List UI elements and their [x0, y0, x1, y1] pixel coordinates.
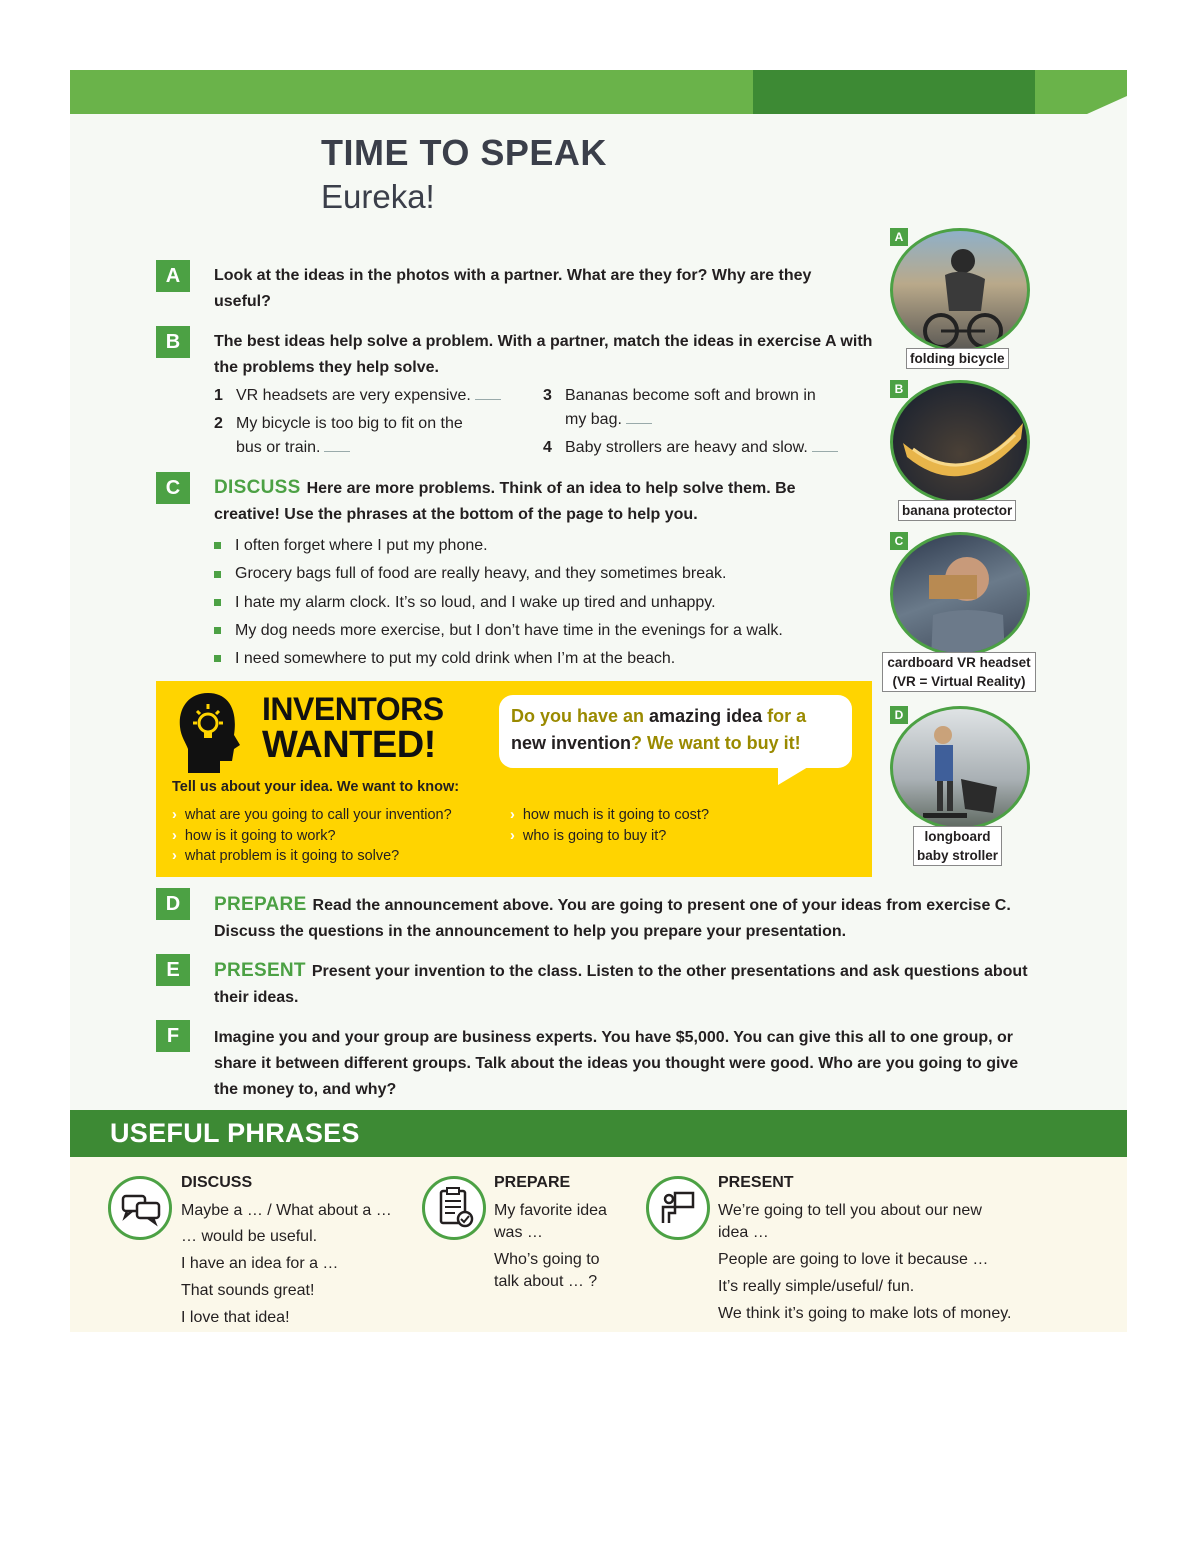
phrase: Maybe a … / What about a … — [181, 1202, 392, 1219]
caption-vr-headset: cardboard VR headset (VR = Virtual Reality) — [882, 652, 1036, 692]
ad-headline: INVENTORS WANTED! — [262, 691, 444, 766]
phrase: Who’s going to — [494, 1251, 600, 1268]
phrase: I love that idea! — [181, 1309, 290, 1326]
exercise-c-instruction: Here are more problems. Think of an idea to help solve them. Be creative! Use the phrases at the bottom of the page to help you. — [214, 480, 796, 523]
bullet-square-icon — [214, 627, 221, 634]
caption-folding-bicycle: folding bicycle — [906, 348, 1009, 369]
problem-4 — [543, 436, 873, 460]
bullet-square-icon — [214, 542, 221, 549]
problem-number: 3 — [543, 387, 552, 404]
photo-tag: D — [890, 706, 908, 724]
speech-bubble-tail — [778, 767, 808, 785]
useful-phrases-bar — [70, 1110, 1127, 1157]
phrase: I have an idea for a … — [181, 1255, 339, 1272]
banana-icon — [893, 383, 1030, 504]
photo-tag: A — [890, 228, 908, 246]
top-color-bar — [70, 70, 1127, 114]
photo-tag: C — [890, 532, 908, 550]
problem-number: 4 — [543, 439, 552, 456]
caption-longboard-stroller: longboard baby stroller — [913, 826, 1002, 866]
bullet-item: My dog needs more exercise, but I don’t have time in the evenings for a walk. — [214, 617, 783, 645]
clipboard-icon — [422, 1176, 486, 1240]
exercise-e-text: PRESENT Present your invention to the class. Listen to the other presentations and ask questions about their ideas. — [214, 960, 1028, 1006]
answer-blank[interactable] — [812, 451, 838, 452]
bullet-square-icon — [214, 599, 221, 606]
top-bar-corner — [1087, 96, 1127, 114]
problem-number: 2 — [214, 415, 223, 432]
presenter-icon — [646, 1176, 710, 1240]
speech-bubble: Do you have an amazing idea for a new invention? We want to buy it! — [499, 695, 852, 768]
vr-headset-icon — [893, 535, 1030, 656]
problem-text-cont: my bag. — [565, 411, 622, 428]
phrase: was … — [494, 1224, 543, 1241]
exercise-b-text: The best ideas help solve a problem. With a partner, match the ideas in exercise A with the problems they help solve. — [214, 333, 873, 376]
phrase: That sounds great! — [181, 1282, 315, 1299]
phrase: We think it’s going to make lots of money. — [718, 1305, 1012, 1322]
page-title: TIME TO SPEAK — [321, 132, 607, 173]
exercise-d-badge: D — [156, 888, 190, 920]
problem-3 — [543, 384, 873, 432]
problem-text-cont: bus or train. — [236, 439, 321, 456]
answer-blank[interactable] — [626, 423, 652, 424]
photo-a-folding-bicycle — [890, 228, 1030, 352]
bullet-square-icon — [214, 571, 221, 578]
photo-c-vr-headset — [890, 532, 1030, 656]
exercise-e-badge: E — [156, 954, 190, 986]
problem-text: Baby strollers are heavy and slow. — [565, 439, 808, 456]
prepare-keyword: PREPARE — [214, 894, 307, 915]
bullet-item: I need somewhere to put my cold drink when I’m at the beach. — [214, 645, 783, 673]
problem-1 — [214, 384, 534, 408]
bullet-square-icon — [214, 655, 221, 662]
exercise-c-text — [214, 475, 854, 528]
bullet-item: Grocery bags full of food are really heavy, and they sometimes break. — [214, 560, 783, 588]
problem-text: Bananas become soft and brown in — [565, 387, 816, 404]
bullet-item: I hate my alarm clock. It’s so loud, and I wake up tired and unhappy. — [214, 589, 783, 617]
problem-number: 1 — [214, 387, 223, 404]
exercise-d-text: PREPARE Read the announcement above. You are going to present one of your ideas from exercise C. Discuss the questions in the announcement to help you prepare your presentation. — [214, 894, 1011, 940]
lightbulb-head-icon — [174, 689, 244, 775]
exercise-a-badge: A — [156, 260, 190, 292]
discuss-keyword: DISCUSS — [214, 477, 301, 498]
stroller-icon — [893, 709, 1030, 830]
answer-blank[interactable] — [475, 399, 501, 400]
useful-phrases-title: USEFUL PHRASES — [110, 1118, 360, 1148]
ad-questions-left: › what are you going to call your invention? › how is it going to work? › what problem is it going to solve? — [172, 807, 452, 864]
phrase: It’s really simple/useful/ fun. — [718, 1278, 915, 1295]
caption-banana-protector: banana protector — [898, 500, 1016, 521]
top-bar-dark-segment — [753, 70, 1035, 114]
exercise-a-text: Look at the ideas in the photos with a partner. What are they for? Why are they useful? — [214, 267, 812, 310]
problem-text: My bicycle is too big to fit on the — [236, 415, 463, 432]
discuss-heading: DISCUSS — [181, 1174, 253, 1191]
exercise-f-badge: F — [156, 1020, 190, 1052]
present-keyword: PRESENT — [214, 960, 306, 981]
problem-2 — [214, 412, 534, 460]
problem-text: VR headsets are very expensive. — [236, 387, 471, 404]
photo-d-longboard-stroller — [890, 706, 1030, 830]
speech-bubbles-icon — [108, 1176, 172, 1240]
exercise-f-text: Imagine you and your group are business experts. You have $5,000. You can give this all to one group, or share it between different groups. Talk about the ideas you thought were good. Who are you going to give the money to, and why? — [214, 1029, 1019, 1098]
photo-b-banana-protector — [890, 380, 1030, 504]
bullet-item: I often forget where I put my phone. — [214, 532, 783, 560]
textbook-page — [70, 70, 1127, 1332]
useful-phrases-panel — [70, 1157, 1127, 1332]
photo-tag: B — [890, 380, 908, 398]
prepare-heading: PREPARE — [494, 1174, 571, 1191]
phrase: We’re going to tell you about our new — [718, 1202, 982, 1219]
bicycle-icon — [893, 231, 1030, 352]
ad-questions-right: › how much is it going to cost? › who is going to buy it? — [510, 807, 710, 844]
problem-bullet-list — [214, 532, 783, 673]
inventors-wanted-announcement — [156, 681, 872, 877]
present-heading: PRESENT — [718, 1174, 794, 1191]
ad-question-intro: Tell us about your idea. We want to know: — [172, 779, 460, 795]
page-subtitle: Eureka! — [321, 178, 435, 215]
phrase: talk about … ? — [494, 1273, 598, 1290]
answer-blank[interactable] — [324, 451, 350, 452]
exercise-b-badge: B — [156, 326, 190, 358]
phrase: My favorite idea — [494, 1202, 607, 1219]
phrase: … would be useful. — [181, 1228, 318, 1245]
phrase: People are going to love it because … — [718, 1251, 989, 1268]
exercise-c-badge: C — [156, 472, 190, 504]
phrase: idea … — [718, 1224, 769, 1241]
